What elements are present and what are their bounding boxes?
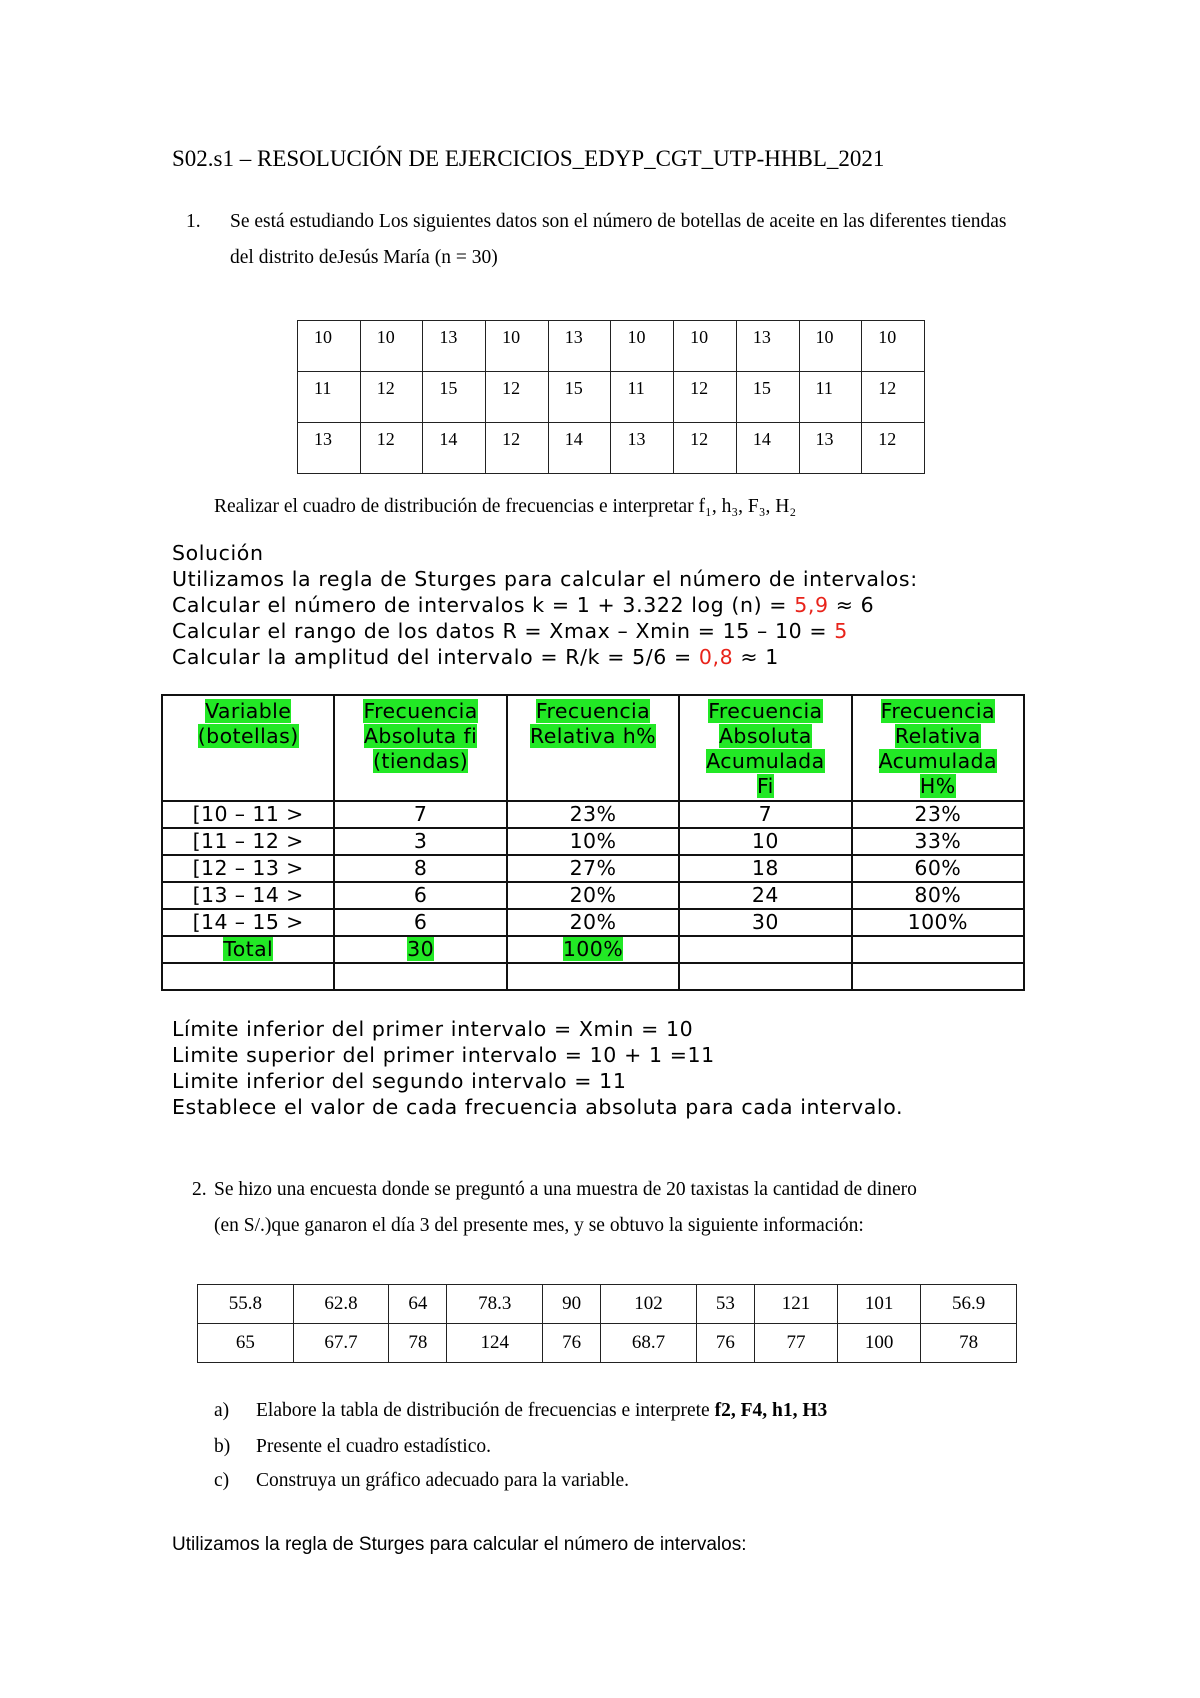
highlighted-text: Acumulada bbox=[878, 749, 997, 773]
limit-line-2: Limite superior del primer intervalo = 10 + 1 =11 bbox=[172, 1043, 715, 1067]
table-cell: [12 – 13 > bbox=[162, 855, 334, 882]
table-cell: 11 bbox=[799, 372, 862, 423]
table-row bbox=[162, 909, 1024, 936]
header-line bbox=[335, 724, 505, 749]
question-1 bbox=[186, 204, 1086, 276]
table-cell: 124 bbox=[447, 1324, 543, 1363]
highlighted-text: Acumulada bbox=[706, 749, 825, 773]
highlighted-text: Frecuencia bbox=[535, 699, 651, 723]
table-row bbox=[162, 801, 1024, 828]
table-cell: 10 bbox=[360, 321, 423, 372]
table-cell: 13 bbox=[611, 423, 674, 474]
sturges-footer-line: Utilizamos la regla de Sturges para calcular el número de intervalos: bbox=[172, 1534, 747, 1555]
table-cell bbox=[162, 936, 334, 963]
table-cell bbox=[507, 936, 679, 963]
table-cell: 14 bbox=[548, 423, 611, 474]
header-line bbox=[853, 749, 1023, 774]
table-cell: 23% bbox=[507, 801, 679, 828]
table-cell: 60% bbox=[852, 855, 1024, 882]
table-cell: 20% bbox=[507, 909, 679, 936]
table-cell: 11 bbox=[611, 372, 674, 423]
table-cell: 3 bbox=[334, 828, 506, 855]
list-item-label: c) bbox=[214, 1470, 230, 1491]
table-cell: 12 bbox=[360, 372, 423, 423]
table-row bbox=[162, 855, 1024, 882]
table-cell: 12 bbox=[486, 372, 549, 423]
highlighted-text: Relativa bbox=[894, 724, 981, 748]
question-number: 2. bbox=[192, 1179, 207, 1200]
list-item-body: Presente el cuadro estadístico. bbox=[256, 1436, 491, 1457]
table-cell: 102 bbox=[601, 1285, 697, 1324]
question-text-line-1: Se está estudiando Los siguientes datos son el número de botellas de aceite en las diferentes tiendas bbox=[230, 211, 1007, 232]
limit-line-1: Límite inferior del primer intervalo = Xmin = 10 bbox=[172, 1017, 694, 1041]
table-cell bbox=[507, 963, 679, 990]
frequency-distribution-table bbox=[161, 694, 1025, 991]
table-cell: 76 bbox=[696, 1324, 754, 1363]
table-cell: 30 bbox=[679, 909, 851, 936]
table-cell bbox=[162, 963, 334, 990]
header-line bbox=[508, 699, 678, 724]
highlighted-text: Frecuencia bbox=[708, 699, 823, 723]
table-cell: 24 bbox=[679, 882, 851, 909]
table-row bbox=[198, 1285, 1017, 1324]
question-2 bbox=[192, 1172, 1092, 1244]
list-item-text bbox=[256, 1400, 827, 1422]
table-cell bbox=[852, 963, 1024, 990]
limit-line-3: Limite inferior del segundo intervalo = 11 bbox=[172, 1069, 627, 1093]
table-cell: 13 bbox=[548, 321, 611, 372]
highlighted-text: Absoluta fi bbox=[363, 724, 478, 748]
table-cell: 6 bbox=[334, 909, 506, 936]
table-cell: 20% bbox=[507, 882, 679, 909]
table-cell: 11 bbox=[298, 372, 361, 423]
k-value: 5,9 bbox=[794, 593, 829, 617]
list-item-label: b) bbox=[214, 1436, 231, 1457]
table-cell: 80% bbox=[852, 882, 1024, 909]
solution-line-sturges: Utilizamos la regla de Sturges para calcular el número de intervalos: bbox=[172, 567, 918, 591]
highlighted-text: 100% bbox=[562, 937, 624, 961]
highlighted-text: Total bbox=[223, 937, 274, 961]
table-cell: 12 bbox=[674, 372, 737, 423]
table-cell: 67.7 bbox=[293, 1324, 389, 1363]
table-cell: 62.8 bbox=[293, 1285, 389, 1324]
list-item bbox=[214, 1400, 828, 1422]
header-line bbox=[163, 724, 333, 749]
table-cell: 90 bbox=[543, 1285, 601, 1324]
header-line bbox=[508, 724, 678, 749]
table-header-cell bbox=[334, 695, 506, 801]
highlighted-text: Absoluta bbox=[718, 724, 812, 748]
table-cell: 15 bbox=[423, 372, 486, 423]
table-cell: 101 bbox=[838, 1285, 921, 1324]
table-cell: [11 – 12 > bbox=[162, 828, 334, 855]
solution-line-range: Calcular el rango de los datos R = Xmax – Xmin = 15 – 10 = 5 bbox=[172, 619, 848, 643]
table-cell: 56.9 bbox=[921, 1285, 1017, 1324]
highlighted-text: (botellas) bbox=[197, 724, 299, 748]
question-instruction: Realizar el cuadro de distribución de frecuencias e interpretar f₁, h₃, F₃, H₂ bbox=[214, 496, 797, 517]
table-cell: 7 bbox=[334, 801, 506, 828]
table-cell: 23% bbox=[852, 801, 1024, 828]
highlighted-text: Variable bbox=[205, 699, 292, 723]
table-cell: 12 bbox=[862, 372, 925, 423]
table-row bbox=[162, 828, 1024, 855]
table-cell: 77 bbox=[754, 1324, 837, 1363]
table-cell: 10 bbox=[799, 321, 862, 372]
table-cell bbox=[334, 936, 506, 963]
earnings-data-table bbox=[197, 1284, 1017, 1363]
table-cell: [14 – 15 > bbox=[162, 909, 334, 936]
limit-line-4: Establece el valor de cada frecuencia absoluta para cada intervalo. bbox=[172, 1095, 904, 1119]
table-cell: 10 bbox=[679, 828, 851, 855]
table-cell: 10 bbox=[611, 321, 674, 372]
highlighted-text: (tiendas) bbox=[372, 749, 469, 773]
table-row bbox=[298, 321, 925, 372]
table-cell: 13 bbox=[298, 423, 361, 474]
table-cell: 33% bbox=[852, 828, 1024, 855]
header-line bbox=[853, 774, 1023, 799]
empty-row bbox=[162, 963, 1024, 990]
header-line bbox=[335, 699, 505, 724]
table-cell: 12 bbox=[674, 423, 737, 474]
highlighted-text: Frecuencia bbox=[880, 699, 995, 723]
table-cell: 13 bbox=[423, 321, 486, 372]
total-row bbox=[162, 936, 1024, 963]
table-cell: 12 bbox=[360, 423, 423, 474]
table-cell: 14 bbox=[736, 423, 799, 474]
table-cell: 12 bbox=[862, 423, 925, 474]
list-item bbox=[214, 1436, 491, 1458]
table-cell: 64 bbox=[389, 1285, 447, 1324]
list-item-body: Elabore la tabla de distribución de frecuencias e interprete bbox=[256, 1400, 715, 1421]
table-cell: 10% bbox=[507, 828, 679, 855]
table-cell: 13 bbox=[799, 423, 862, 474]
table-cell: 65 bbox=[198, 1324, 294, 1363]
table-row bbox=[298, 372, 925, 423]
header-line bbox=[335, 749, 505, 774]
list-item-text bbox=[256, 1436, 491, 1458]
table-cell bbox=[334, 963, 506, 990]
highlighted-text: Fi bbox=[756, 774, 774, 798]
highlighted-text: Frecuencia bbox=[363, 699, 478, 723]
table-cell: 6 bbox=[334, 882, 506, 909]
table-cell: 8 bbox=[334, 855, 506, 882]
list-item-text bbox=[256, 1470, 629, 1492]
question-text-line-2: (en S/.)que ganaron el día 3 del presente mes, y se obtuvo la siguiente información: bbox=[214, 1215, 864, 1236]
amplitude-value: 0,8 bbox=[698, 645, 734, 669]
question-text-line-2: del distrito deJesús María (n = 30) bbox=[230, 247, 498, 268]
header-line bbox=[680, 699, 850, 724]
table-cell bbox=[679, 963, 851, 990]
table-cell: 121 bbox=[754, 1285, 837, 1324]
table-cell: [10 – 11 > bbox=[162, 801, 334, 828]
table-cell: 10 bbox=[486, 321, 549, 372]
header-line bbox=[163, 699, 333, 724]
table-row bbox=[162, 882, 1024, 909]
header-line bbox=[680, 749, 850, 774]
table-cell: 100% bbox=[852, 909, 1024, 936]
table-cell: 100 bbox=[838, 1324, 921, 1363]
header-line bbox=[680, 724, 850, 749]
list-item-label: a) bbox=[214, 1400, 230, 1421]
solution-heading: Solución bbox=[172, 541, 264, 565]
highlighted-text: H% bbox=[919, 774, 956, 798]
table-header-cell bbox=[679, 695, 851, 801]
question-number: 1. bbox=[186, 211, 201, 232]
bottles-data-table bbox=[297, 320, 925, 474]
table-cell: 18 bbox=[679, 855, 851, 882]
page-title: S02.s1 – RESOLUCIÓN DE EJERCICIOS_EDYP_CGT_UTP-HHBL_2021 bbox=[172, 146, 885, 171]
table-row bbox=[298, 423, 925, 474]
table-cell: 53 bbox=[696, 1285, 754, 1324]
table-cell: 78 bbox=[921, 1324, 1017, 1363]
table-cell: 14 bbox=[423, 423, 486, 474]
table-cell: 15 bbox=[548, 372, 611, 423]
table-cell: [13 – 14 > bbox=[162, 882, 334, 909]
header-line bbox=[853, 724, 1023, 749]
table-header-cell bbox=[162, 695, 334, 801]
solution-line-k: Calcular el número de intervalos k = 1 + 3.322 log (n) = 5,9 ≈ 6 bbox=[172, 593, 875, 617]
highlighted-text: 30 bbox=[407, 937, 435, 961]
table-cell: 10 bbox=[298, 321, 361, 372]
table-cell: 76 bbox=[543, 1324, 601, 1363]
header-line bbox=[853, 699, 1023, 724]
table-cell bbox=[852, 936, 1024, 963]
table-header-cell bbox=[507, 695, 679, 801]
table-cell: 15 bbox=[736, 372, 799, 423]
range-value: 5 bbox=[834, 619, 848, 643]
table-cell: 78 bbox=[389, 1324, 447, 1363]
list-item-bold: f2, F4, h1, H3 bbox=[714, 1400, 828, 1421]
table-row bbox=[198, 1324, 1017, 1363]
table-header-cell bbox=[852, 695, 1024, 801]
question-text-line-1: Se hizo una encuesta donde se preguntó a una muestra de 20 taxistas la cantidad de dinero bbox=[214, 1179, 917, 1200]
table-cell: 12 bbox=[486, 423, 549, 474]
table-cell: 13 bbox=[736, 321, 799, 372]
table-cell: 68.7 bbox=[601, 1324, 697, 1363]
header-line bbox=[680, 774, 850, 799]
list-item-body: Construya un gráfico adecuado para la variable. bbox=[256, 1470, 630, 1491]
table-cell: 78.3 bbox=[447, 1285, 543, 1324]
table-cell bbox=[679, 936, 851, 963]
table-cell: 27% bbox=[507, 855, 679, 882]
table-cell: 7 bbox=[679, 801, 851, 828]
table-cell: 10 bbox=[862, 321, 925, 372]
table-cell: 10 bbox=[674, 321, 737, 372]
table-cell: 55.8 bbox=[198, 1285, 294, 1324]
highlighted-text: Relativa h% bbox=[529, 724, 656, 748]
list-item bbox=[214, 1470, 630, 1492]
solution-line-amplitude: Calcular la amplitud del intervalo = R/k = 5/6 = 0,8 ≈ 1 bbox=[172, 645, 779, 669]
